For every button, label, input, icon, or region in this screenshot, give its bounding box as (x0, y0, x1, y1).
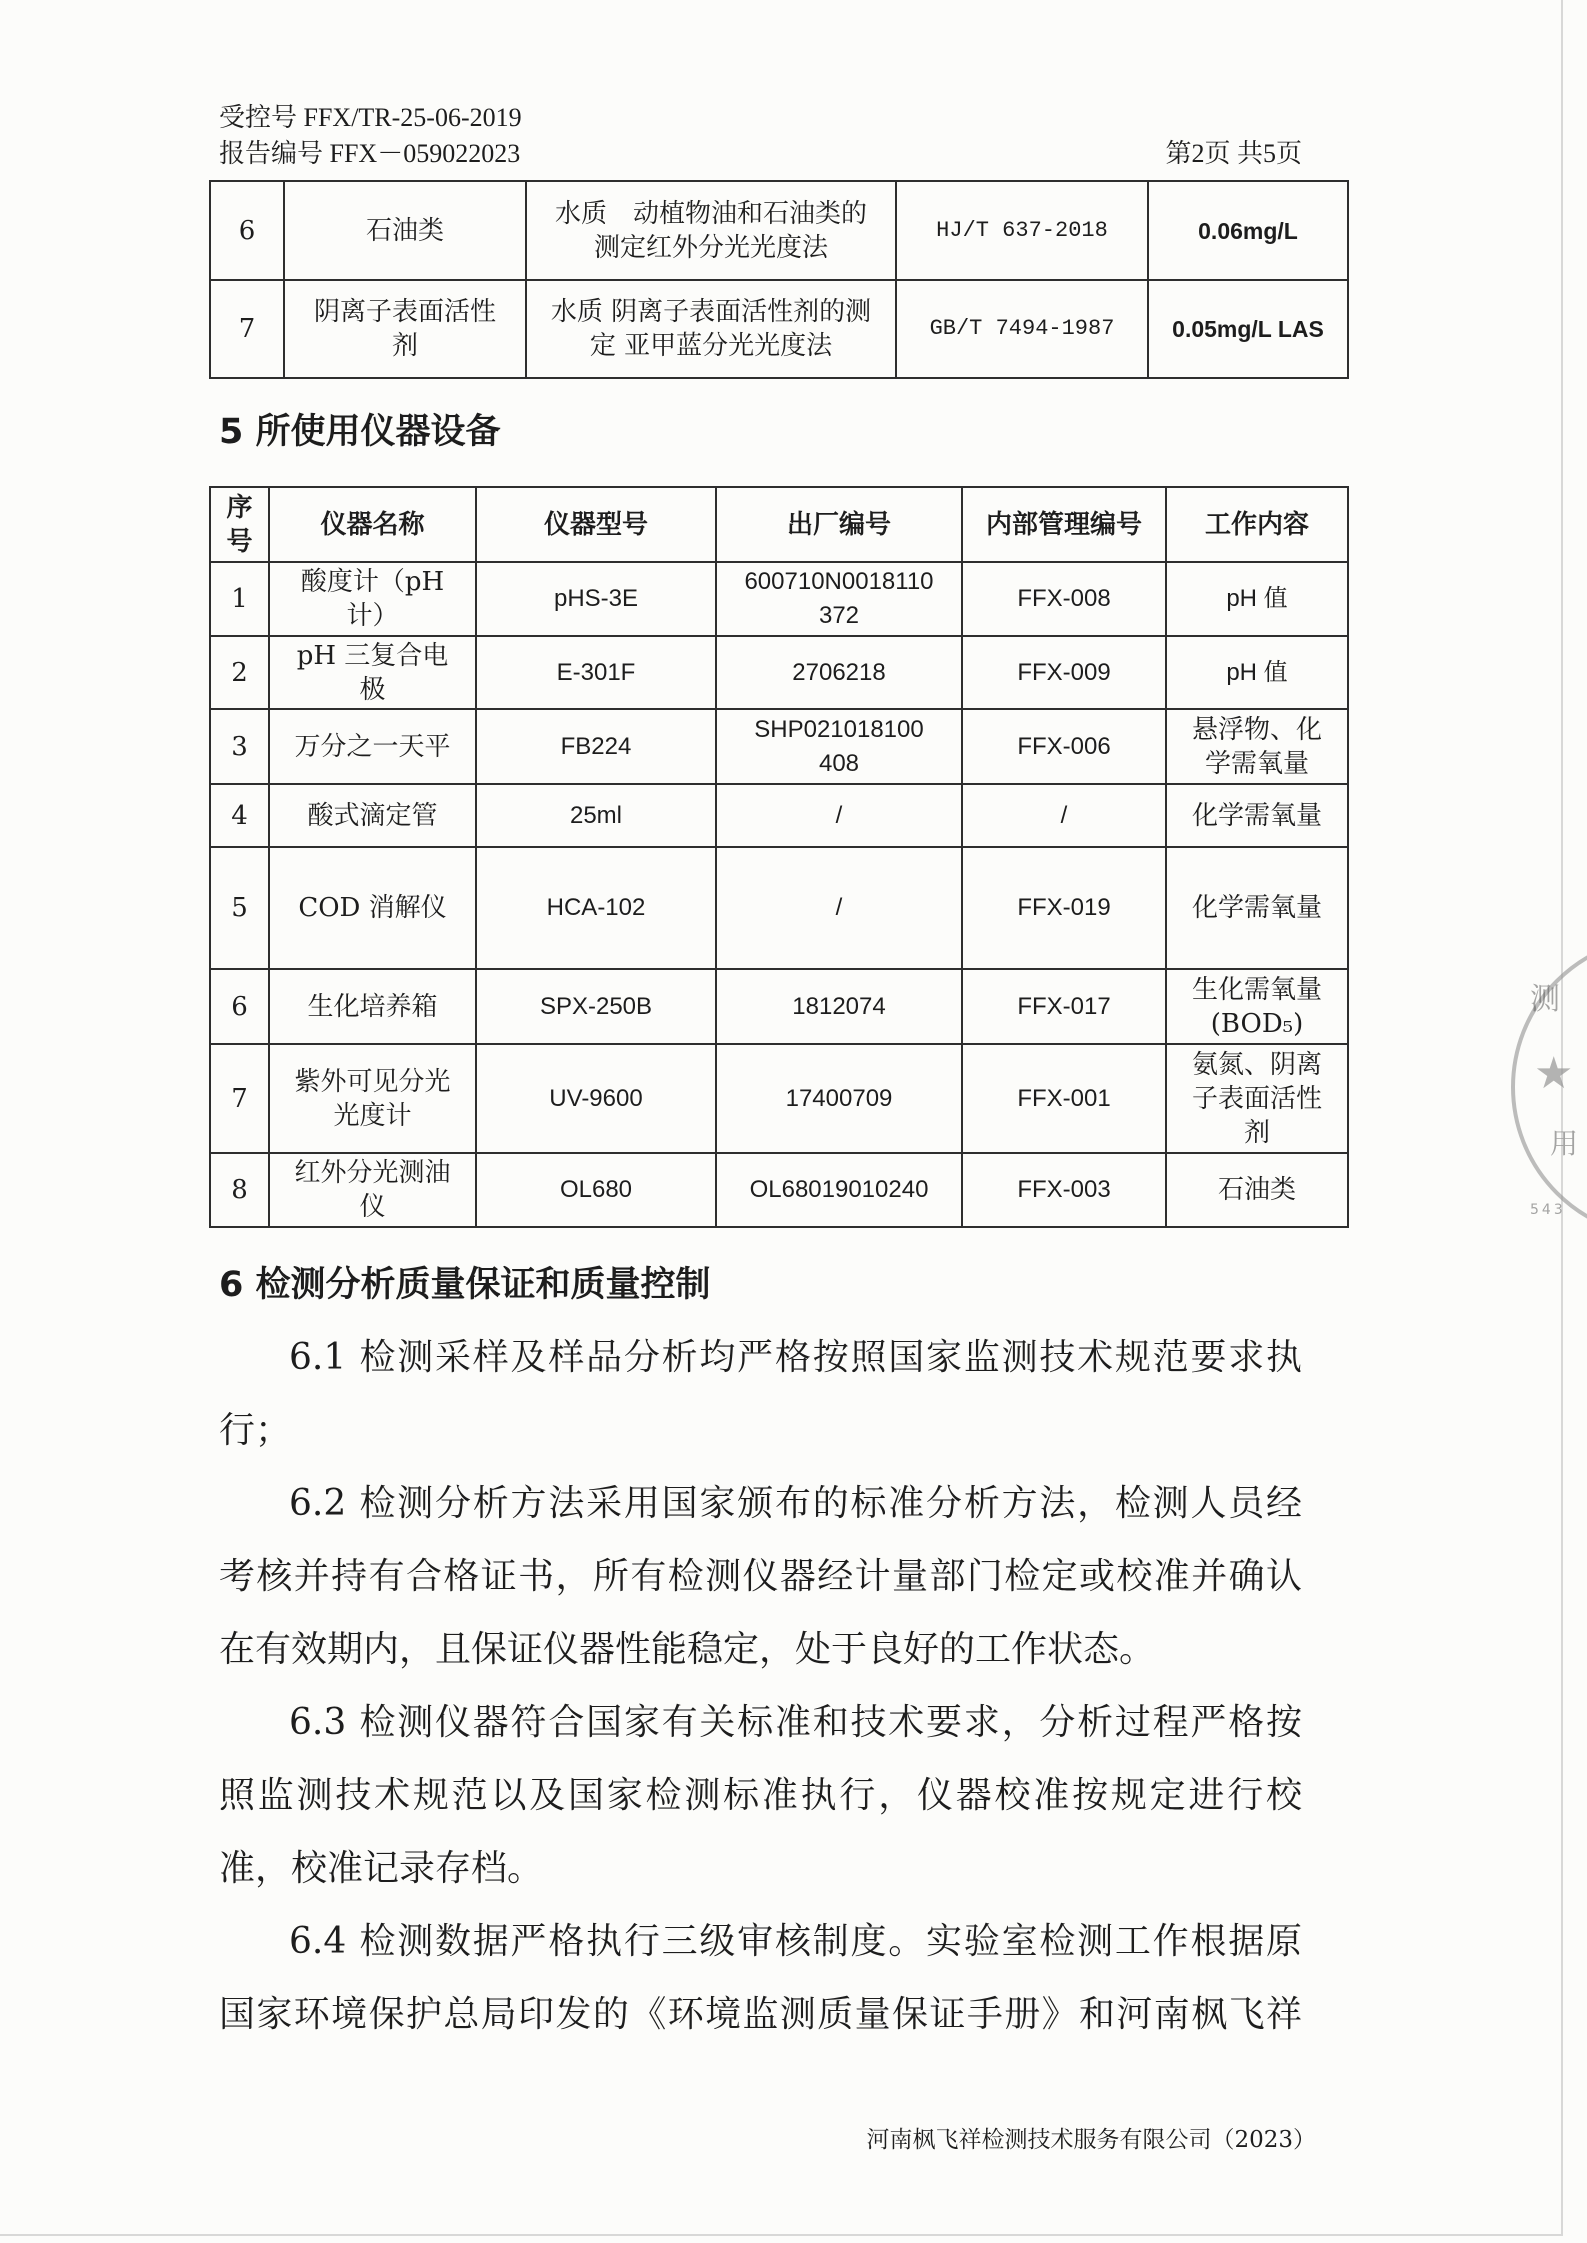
cell-internal-code: FFX-003 (962, 1153, 1166, 1227)
cell-model: pHS-3E (476, 562, 716, 636)
section-6-title: 6 检测分析质量保证和质量控制 (219, 1265, 711, 1305)
cell-model: E-301F (476, 636, 716, 709)
cell-model: SPX-250B (476, 969, 716, 1044)
cell-work-content: 石油类 (1166, 1153, 1348, 1227)
cell-name: 酸式滴定管 (269, 784, 476, 847)
cell-method: 水质 动植物油和石油类的 测定红外分光光度法 (526, 181, 896, 280)
cell-serial: 2706218 (716, 636, 962, 709)
cell-name: 紫外可见分光 光度计 (269, 1044, 476, 1153)
equipment-row (210, 709, 1348, 784)
cell-model: FB224 (476, 709, 716, 784)
cell-no: 6 (210, 181, 284, 280)
cell-name: 酸度计（pH 计） (269, 562, 476, 636)
paragraph-line: 6.2 检测分析方法采用国家颁布的标准分析方法，检测人员经 (289, 1483, 1302, 1524)
scan-edge-line (0, 2234, 1563, 2236)
cell-no: 6 (210, 969, 269, 1044)
cell-name: 万分之一天平 (269, 709, 476, 784)
section-5-title: 5 所使用仪器设备 (219, 412, 501, 452)
cell-model: 25ml (476, 784, 716, 847)
cell-no: 8 (210, 1153, 269, 1227)
cell-standard: GB/T 7494-1987 (896, 280, 1148, 378)
paragraph-line: 国家环境保护总局印发的《环境监测质量保证手册》和河南枫飞祥 (219, 1994, 1302, 2035)
header-no: 序 号 (210, 487, 269, 562)
paragraph-line: 6.3 检测仪器符合国家有关标准和技术要求，分析过程严格按 (289, 1702, 1302, 1743)
cell-standard: HJ/T 637-2018 (896, 181, 1148, 280)
seal-text: 测 (1530, 982, 1560, 1017)
header-name: 仪器名称 (269, 487, 476, 562)
cell-work-content: 化学需氧量 (1166, 847, 1348, 969)
cell-no: 4 (210, 784, 269, 847)
paragraph-line: 准，校准记录存档。 (219, 1848, 544, 1889)
star-icon: ★ (1534, 1048, 1574, 1099)
paragraph-line: 6.1 检测采样及样品分析均严格按照国家监测技术规范要求执 (289, 1337, 1302, 1378)
equipment-row (210, 784, 1348, 847)
cell-model: UV-9600 (476, 1044, 716, 1153)
cell-internal-code: FFX-019 (962, 847, 1166, 969)
cell-method: 水质 阴离子表面活性剂的测 定 亚甲蓝分光光度法 (526, 280, 896, 378)
paragraph-line: 照监测技术规范以及国家检测标准执行，仪器校准按规定进行校 (219, 1775, 1302, 1816)
equipment-row (210, 847, 1348, 969)
equipment-row (210, 1153, 1348, 1227)
cell-internal-code: FFX-008 (962, 562, 1166, 636)
cell-work-content: 氨氮、阴离 子表面活性 剂 (1166, 1044, 1348, 1153)
cell-name: 红外分光测油 仪 (269, 1153, 476, 1227)
cell-no: 3 (210, 709, 269, 784)
method-row (210, 280, 1348, 378)
method-row (210, 181, 1348, 280)
cell-name: pH 三复合电 极 (269, 636, 476, 709)
control-number: 受控号 FFX/TR-25-06-2019 (219, 103, 522, 132)
scan-edge-line (1561, 0, 1563, 2234)
cell-serial: SHP021018100 408 (716, 709, 962, 784)
cell-detection-limit: 0.05mg/L LAS (1148, 280, 1348, 378)
cell-no: 7 (210, 280, 284, 378)
header-serial: 出厂编号 (716, 487, 962, 562)
method-table (209, 180, 1349, 379)
cell-no: 1 (210, 562, 269, 636)
cell-work-content: pH 值 (1166, 562, 1348, 636)
cell-internal-code: FFX-009 (962, 636, 1166, 709)
cell-work-content: pH 值 (1166, 636, 1348, 709)
cell-internal-code: FFX-017 (962, 969, 1166, 1044)
cell-work-content: 化学需氧量 (1166, 784, 1348, 847)
page-indicator: 第2页 共5页 (1165, 139, 1302, 168)
header-work-content: 工作内容 (1166, 487, 1348, 562)
cell-serial: 17400709 (716, 1044, 962, 1153)
cell-serial: OL68019010240 (716, 1153, 962, 1227)
equipment-row (210, 636, 1348, 709)
cell-detection-limit: 0.06mg/L (1148, 181, 1348, 280)
header-internal-code: 内部管理编号 (962, 487, 1166, 562)
cell-item: 阴离子表面活性 剂 (284, 280, 526, 378)
cell-work-content: 生化需氧量 (BOD₅) (1166, 969, 1348, 1044)
cell-item: 石油类 (284, 181, 526, 280)
report-number: 报告编号 FFX－059022023 (219, 139, 521, 168)
cell-name: COD 消解仪 (269, 847, 476, 969)
cell-model: HCA-102 (476, 847, 716, 969)
section-6-body (219, 1321, 1302, 2051)
cell-no: 2 (210, 636, 269, 709)
equipment-table-header (210, 487, 1348, 562)
equipment-row (210, 562, 1348, 636)
equipment-row (210, 969, 1348, 1044)
paragraph-line: 考核并持有合格证书，所有检测仪器经计量部门检定或校准并确认 (219, 1556, 1302, 1597)
cell-no: 5 (210, 847, 269, 969)
seal-number: 543 (1530, 1202, 1566, 1218)
cell-no: 7 (210, 1044, 269, 1153)
cell-serial: 600710N0018110 372 (716, 562, 962, 636)
cell-internal-code: / (962, 784, 1166, 847)
paragraph-line: 行； (219, 1410, 292, 1451)
seal-stamp (1508, 930, 1587, 1250)
cell-name: 生化培养箱 (269, 969, 476, 1044)
cell-work-content: 悬浮物、化 学需氧量 (1166, 709, 1348, 784)
equipment-table (209, 486, 1349, 1228)
header-model: 仪器型号 (476, 487, 716, 562)
cell-internal-code: FFX-006 (962, 709, 1166, 784)
cell-internal-code: FFX-001 (962, 1044, 1166, 1153)
cell-model: OL680 (476, 1153, 716, 1227)
footer-company: 河南枫飞祥检测技术服务有限公司（2023） (866, 2127, 1316, 2153)
equipment-row (210, 1044, 1348, 1153)
cell-serial: / (716, 847, 962, 969)
cell-serial: 1812074 (716, 969, 962, 1044)
seal-text: 用 (1550, 1127, 1579, 1160)
cell-serial: / (716, 784, 962, 847)
paragraph-line: 6.4 检测数据严格执行三级审核制度。实验室检测工作根据原 (289, 1921, 1302, 1962)
paragraph-line: 在有效期内，且保证仪器性能稳定，处于良好的工作状态。 (219, 1629, 1156, 1670)
